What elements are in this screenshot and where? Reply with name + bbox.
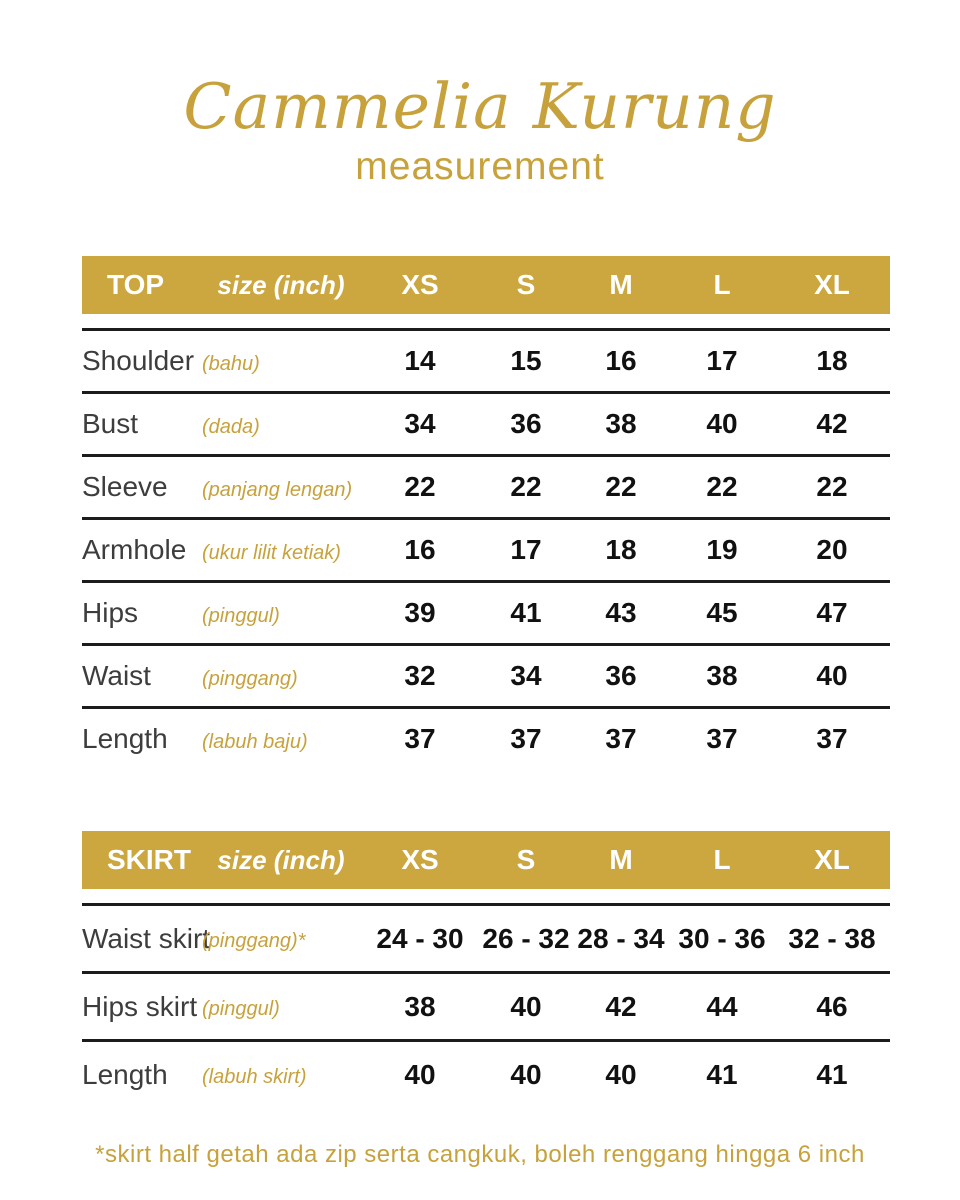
cell-value: 34 xyxy=(404,408,436,440)
cell-value: 34 xyxy=(510,660,542,692)
top-table-name: TOP xyxy=(107,269,165,301)
size-column-header-m: M xyxy=(609,269,633,301)
cell-value: 38 xyxy=(404,990,436,1022)
cell-value: 40 xyxy=(706,408,738,440)
cell-value: 46 xyxy=(816,990,848,1022)
cell-value: 36 xyxy=(605,660,637,692)
skirt-table-name: SKIRT xyxy=(107,844,191,876)
row-label: Sleeve xyxy=(82,471,168,503)
page-subtitle: measurement xyxy=(355,145,605,189)
cell-value: 37 xyxy=(605,723,637,755)
top-size-unit-label: size (inch) xyxy=(217,269,345,300)
row-malay-label: (pinggang) xyxy=(202,667,298,690)
cell-value: 22 xyxy=(510,471,542,503)
cell-value: 18 xyxy=(816,345,848,377)
cell-value: 45 xyxy=(706,597,738,629)
size-column-header-l: L xyxy=(713,844,731,876)
row-malay-label: (pinggul) xyxy=(202,998,280,1021)
table-row-waist xyxy=(82,643,890,706)
cell-value: 32 - 38 xyxy=(788,922,876,954)
cell-value: 40 xyxy=(605,1058,637,1090)
table-row-hips-skirt xyxy=(82,971,890,1039)
cell-value: 26 - 32 xyxy=(482,922,570,954)
cell-value: 42 xyxy=(816,408,848,440)
cell-value: 14 xyxy=(404,345,436,377)
top-table-body xyxy=(82,328,890,769)
size-column-header-s: S xyxy=(516,269,536,301)
row-label: Shoulder xyxy=(82,345,195,377)
cell-value: 40 xyxy=(510,1058,542,1090)
row-label: Bust xyxy=(82,408,139,440)
size-column-header-l: L xyxy=(713,269,731,301)
cell-value: 22 xyxy=(404,471,436,503)
cell-value: 15 xyxy=(510,345,542,377)
cell-value: 40 xyxy=(816,660,848,692)
footnote: *skirt half getah ada zip serta cangkuk, boleh renggang hingga 6 inch xyxy=(95,1141,865,1169)
cell-value: 24 - 30 xyxy=(376,922,464,954)
row-label: Length xyxy=(82,723,168,755)
cell-value: 19 xyxy=(706,534,738,566)
cell-value: 40 xyxy=(510,990,542,1022)
cell-value: 38 xyxy=(605,408,637,440)
row-malay-label: (dada) xyxy=(202,415,260,438)
size-column-header-xs: XS xyxy=(401,269,439,301)
cell-value: 16 xyxy=(404,534,436,566)
cell-value: 32 xyxy=(404,660,436,692)
skirt-size-unit-label: size (inch) xyxy=(217,844,345,875)
size-column-header-s: S xyxy=(516,844,536,876)
row-malay-label: (labuh skirt) xyxy=(202,1066,307,1089)
cell-value: 20 xyxy=(816,534,848,566)
cell-value: 22 xyxy=(816,471,848,503)
size-column-header-xl: XL xyxy=(814,844,850,876)
row-label: Hips skirt xyxy=(82,990,198,1022)
cell-value: 36 xyxy=(510,408,542,440)
skirt-table-header-bar xyxy=(82,831,890,889)
cell-value: 22 xyxy=(706,471,738,503)
table-row-shoulder xyxy=(82,328,890,391)
cell-value: 17 xyxy=(510,534,542,566)
table-row-length xyxy=(82,706,890,769)
skirt-table-body xyxy=(82,903,890,1107)
table-row-length-skirt xyxy=(82,1039,890,1107)
cell-value: 44 xyxy=(706,990,738,1022)
table-row-bust xyxy=(82,391,890,454)
row-malay-label: (labuh baju) xyxy=(202,730,308,753)
row-label: Armhole xyxy=(82,534,187,566)
cell-value: 41 xyxy=(816,1058,848,1090)
cell-value: 38 xyxy=(706,660,738,692)
cell-value: 28 - 34 xyxy=(577,922,665,954)
row-malay-label: (ukur lilit ketiak) xyxy=(202,541,341,564)
cell-value: 22 xyxy=(605,471,637,503)
page-header xyxy=(0,0,960,190)
skirt-size-table xyxy=(82,831,890,1107)
row-label: Waist skirt xyxy=(82,922,211,954)
cell-value: 47 xyxy=(816,597,848,629)
cell-value: 37 xyxy=(404,723,436,755)
size-column-header-xs: XS xyxy=(401,844,439,876)
row-malay-label: (pinggang)* xyxy=(202,930,306,953)
cell-value: 43 xyxy=(605,597,637,629)
cell-value: 18 xyxy=(605,534,637,566)
cell-value: 39 xyxy=(404,597,436,629)
cell-value: 30 - 36 xyxy=(678,922,766,954)
row-label: Length xyxy=(82,1058,168,1090)
table-row-waist-skirt xyxy=(82,903,890,971)
cell-value: 42 xyxy=(605,990,637,1022)
cell-value: 37 xyxy=(510,723,542,755)
table-row-hips xyxy=(82,580,890,643)
row-label: Hips xyxy=(82,597,139,629)
cell-value: 40 xyxy=(404,1058,436,1090)
top-table-header-bar xyxy=(82,256,890,314)
page-title: Cammelia Kurung xyxy=(183,70,777,143)
table-row-armhole xyxy=(82,517,890,580)
size-column-header-m: M xyxy=(609,844,633,876)
row-malay-label: (bahu) xyxy=(202,352,260,375)
row-malay-label: (pinggul) xyxy=(202,604,280,627)
cell-value: 37 xyxy=(706,723,738,755)
cell-value: 41 xyxy=(510,597,542,629)
row-malay-label: (panjang lengan) xyxy=(202,478,353,501)
cell-value: 17 xyxy=(706,345,738,377)
size-column-header-xl: XL xyxy=(814,269,850,301)
table-row-sleeve xyxy=(82,454,890,517)
cell-value: 16 xyxy=(605,345,637,377)
cell-value: 41 xyxy=(706,1058,738,1090)
top-size-table xyxy=(82,256,890,769)
cell-value: 37 xyxy=(816,723,848,755)
row-label: Waist xyxy=(82,660,151,692)
